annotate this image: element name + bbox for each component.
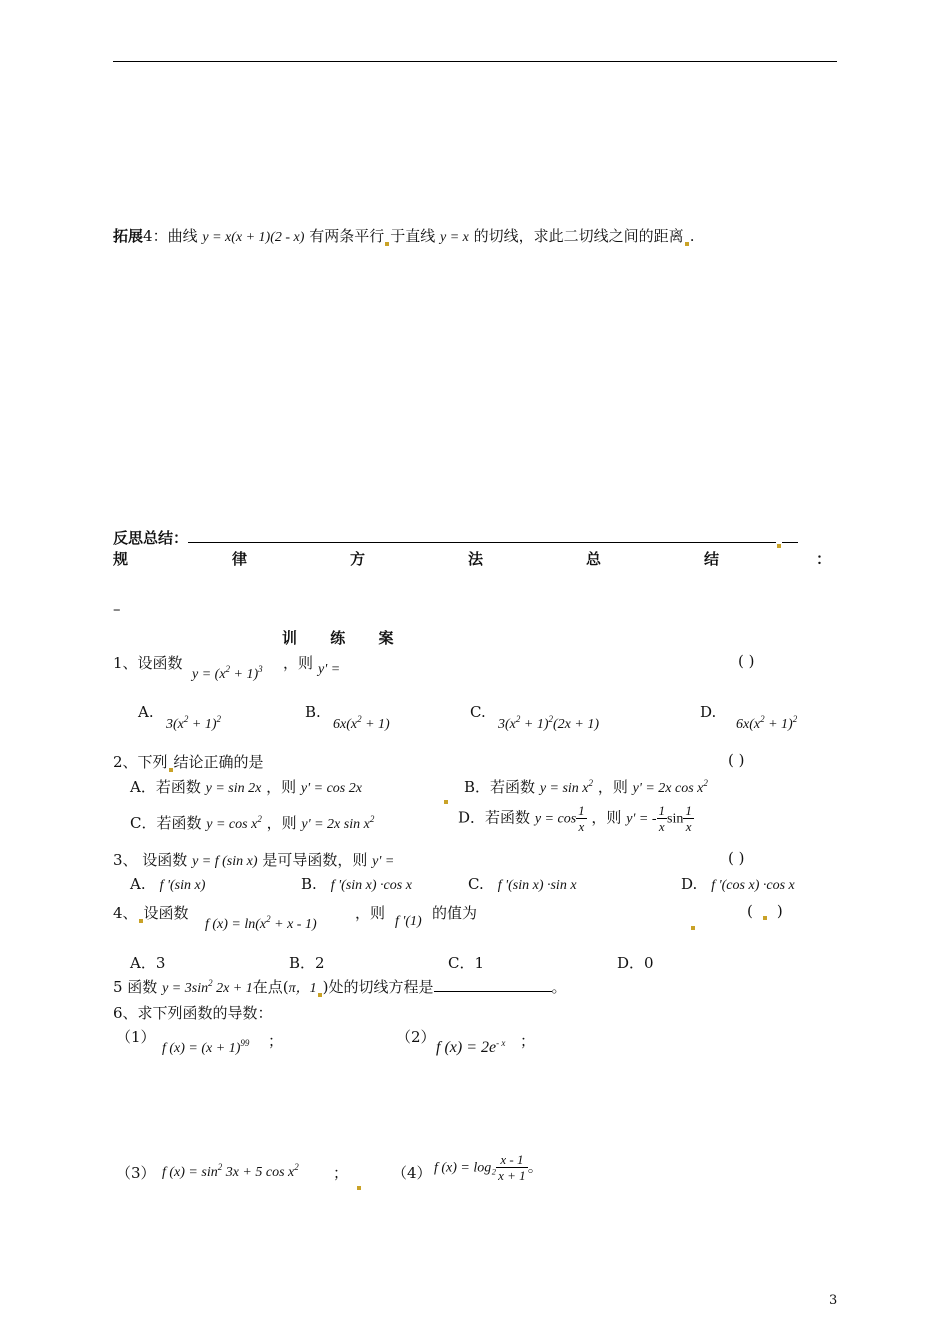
opt-label: A．若函数 xyxy=(130,778,201,796)
opt-deriv: y' = 2x $\sin x^2$ xyxy=(301,814,375,832)
marker-dot xyxy=(139,919,143,923)
opt-label: A. xyxy=(138,703,154,721)
q6-stem: 6、求下列函数的导数： xyxy=(113,1004,273,1022)
frac xyxy=(657,803,668,834)
opt-deriv: y' = 2x $\cos x^2$ xyxy=(632,778,708,796)
opt-expr: f '(cos x) ·cos x xyxy=(711,878,795,893)
q6-part4-expr xyxy=(434,1152,543,1183)
q5-answer-blank[interactable] xyxy=(434,977,552,992)
frac-num: 1 xyxy=(578,803,585,818)
q1-option-d-expr: $6x(x^2 + 1)^2$ xyxy=(736,714,798,732)
q2-text: 2、下列 xyxy=(113,753,168,771)
rules-char: 法 xyxy=(468,550,484,568)
q4-dot xyxy=(690,912,696,930)
opt-val: 1 xyxy=(474,954,485,972)
q5-end: 。 xyxy=(551,978,567,996)
q6-part2-label: （2） xyxy=(396,1028,436,1046)
opt-val: 0 xyxy=(644,954,654,972)
q3-option-d[interactable] xyxy=(681,875,795,894)
opt-val: 3 xyxy=(155,954,166,972)
opt-label: C． xyxy=(448,954,475,972)
marker-dot xyxy=(385,242,389,246)
marker-dot xyxy=(685,242,689,246)
q4-func: f $(x) = \ln(x^2 + x - 1)$ xyxy=(205,914,317,932)
ext-mid2: 于直线 xyxy=(390,227,436,245)
opt-label: A. xyxy=(130,875,146,893)
q5-tail: )处的切线方程是 xyxy=(322,978,434,996)
line-eq: y = x xyxy=(440,230,469,245)
q5-line xyxy=(113,976,567,997)
q1-then: ，则 xyxy=(283,654,314,672)
rules-summary xyxy=(0,548,950,568)
q3-option-a[interactable] xyxy=(130,875,205,894)
opt-label: B. xyxy=(301,875,317,893)
q5-text: 5 函数 xyxy=(113,978,158,996)
rules-char: ： xyxy=(816,550,832,568)
q6-part3-end: ； xyxy=(333,1164,349,1182)
q1-answer-paren[interactable]: ( ) xyxy=(738,652,755,670)
frac-den: x xyxy=(578,819,585,834)
q4-text2: 设函数 xyxy=(143,904,189,922)
ext-tail: 的切线，求此二切线之间的距离 xyxy=(473,227,684,245)
q1-deriv: y' = xyxy=(318,662,341,677)
opt-expr: f '(sin x) ·sin x xyxy=(497,878,577,893)
q3-stem xyxy=(113,849,394,870)
title-char: 练 xyxy=(330,629,346,647)
opt-label: D．若函数 xyxy=(458,808,531,827)
opt-func: $y = \sin x^2$ xyxy=(539,778,594,796)
frac xyxy=(683,803,694,834)
title-char: 训 xyxy=(282,629,298,647)
q4-tail: 的值为 xyxy=(432,904,478,922)
page-number: 3 xyxy=(829,1293,838,1308)
q5-mid: 在点( xyxy=(252,978,289,996)
q6-part2-expr: f $(x) = 2e^{- x}$ xyxy=(436,1038,506,1056)
q2-option-d[interactable] xyxy=(458,803,694,834)
q4-option-b[interactable] xyxy=(289,952,325,973)
frac-num: 1 xyxy=(685,803,692,818)
opt-func: y = cos xyxy=(534,811,577,827)
opt-func: y = sin 2x xyxy=(205,781,262,796)
marker-dot xyxy=(318,993,322,997)
frac xyxy=(496,1152,528,1183)
opt-sin: sin xyxy=(667,811,684,827)
marker-dot xyxy=(763,916,767,920)
q3-deriv: y' = xyxy=(372,854,395,869)
q6-part3-expr: f $(x) = \sin^2 3x + 5$ $\cos x^2$ xyxy=(162,1162,299,1180)
curve-eq: y = x(x + 1)(2 - x) xyxy=(202,230,305,245)
q6-part4-end: 。 xyxy=(527,1157,543,1176)
q1-option-b-expr: $6x(x^2 + 1)$ xyxy=(333,714,390,732)
rules-char: 结 xyxy=(704,550,720,568)
q1-option-a-expr: $3(x^2 + 1)^2$ xyxy=(166,714,221,732)
q4-text: 4、 xyxy=(113,904,138,922)
log-expr: f (x) = log₂ xyxy=(434,1160,497,1176)
opt-label: C. xyxy=(470,703,486,721)
ext-mid1: 有两条平行 xyxy=(309,227,385,245)
frac-num: x - 1 xyxy=(496,1152,528,1168)
rules-char: 规 xyxy=(113,550,129,568)
q6-part1-expr: f $(x) = (x + 1)^{99}$ xyxy=(162,1038,250,1056)
reflection-line xyxy=(113,527,798,548)
frac-den: x xyxy=(685,819,692,834)
q6-part2-end: ； xyxy=(520,1032,536,1050)
q4-option-a[interactable] xyxy=(130,952,165,973)
ext-end: . xyxy=(689,227,695,245)
header-rule xyxy=(113,61,837,62)
q6-part1-end: ； xyxy=(268,1032,284,1050)
opt-then: ，则 xyxy=(597,778,628,796)
q2-text2: 结论正确的是 xyxy=(173,753,264,771)
opt-label: B． xyxy=(289,954,316,972)
opt-then: ，则 xyxy=(266,814,297,832)
q1-option-d[interactable] xyxy=(700,703,716,721)
paren-left: ( xyxy=(747,902,753,920)
opt-label: B．若函数 xyxy=(464,778,536,796)
ext-label: 拓展 xyxy=(113,227,144,245)
marker-dot xyxy=(444,800,448,804)
q4-option-d[interactable] xyxy=(617,952,654,973)
q1-text xyxy=(113,652,183,673)
frac-den: x xyxy=(658,819,665,834)
q1-func: $y = (x^2 + 1)^3$ xyxy=(192,664,263,682)
q3-option-c[interactable] xyxy=(468,875,577,894)
q3-answer-paren[interactable]: ( ) xyxy=(728,849,745,867)
opt-then: ，则 xyxy=(266,778,297,796)
opt-expr: f '(sin x) xyxy=(159,878,206,893)
reflect-blank-tail[interactable] xyxy=(782,528,798,543)
opt-expr: f '(sin x) ·cos x xyxy=(330,878,412,893)
q2-option-a[interactable] xyxy=(130,776,362,797)
q4-stem xyxy=(113,902,189,923)
extension-4 xyxy=(113,225,694,246)
q3-option-b[interactable] xyxy=(301,875,412,894)
q6-part1-label: （1） xyxy=(116,1028,156,1046)
q1-stem: 1、设函数 xyxy=(113,654,183,672)
opt-label: D． xyxy=(617,954,645,972)
opt-label: C．若函数 xyxy=(130,814,202,832)
q5-point: π，1 xyxy=(288,981,317,996)
rules-char: 方 xyxy=(350,550,366,568)
opt-label: B. xyxy=(305,703,321,721)
q4-at: f '(1) xyxy=(395,914,422,929)
rules-char: 总 xyxy=(586,550,602,568)
q4-then: ，则 xyxy=(355,904,386,922)
q3-func: y = f (sin x) xyxy=(192,854,258,869)
practice-title xyxy=(282,627,394,648)
rules-dash: – xyxy=(113,600,121,618)
q4-answer-paren[interactable] xyxy=(747,902,783,920)
q5-func: $y = 3\sin^2$ 2x + 1 xyxy=(162,978,253,996)
opt-deriv: y' = cos 2x xyxy=(300,781,362,796)
q1-option-a[interactable] xyxy=(138,703,154,721)
rules-char: 律 xyxy=(232,550,248,568)
q1-option-c-expr: $3(x^2 + 1)^2(2x + 1)$ xyxy=(498,714,599,732)
opt-label: C. xyxy=(468,875,484,893)
q1-option-c[interactable] xyxy=(470,703,486,721)
ext-pre: ：曲线 xyxy=(152,227,198,245)
opt-val: 2 xyxy=(315,954,325,972)
q6-part4-label: （4） xyxy=(392,1164,432,1182)
opt-then: ，则 xyxy=(591,808,622,827)
q2-option-c[interactable] xyxy=(130,812,374,833)
opt-deriv: y' = - xyxy=(626,811,657,827)
q6-dot xyxy=(356,1172,362,1190)
ext-num: 4 xyxy=(143,227,153,245)
frac-num: 1 xyxy=(658,803,666,818)
frac-den: x + 1 xyxy=(498,1168,526,1183)
opt-func: $y = \cos x^2$ xyxy=(206,814,262,832)
marker-dot xyxy=(169,768,173,772)
opt-label: A． xyxy=(130,954,156,972)
q1-option-b[interactable] xyxy=(305,703,321,721)
marker-dot xyxy=(691,926,695,930)
paren-right: ) xyxy=(776,902,783,920)
q3-mid: 是可导函数，则 xyxy=(262,851,368,869)
q2-answer-paren[interactable]: ( ) xyxy=(728,751,745,769)
q2-stem xyxy=(113,751,264,772)
marker-dot xyxy=(357,1186,361,1190)
q2-dot xyxy=(443,786,449,804)
q2-option-b[interactable] xyxy=(464,776,708,797)
q4-option-c[interactable] xyxy=(448,952,484,973)
q3-text: 3、 设函数 xyxy=(113,851,188,869)
reflect-label: 反思总结： xyxy=(113,529,189,547)
opt-label: D. xyxy=(681,875,698,893)
title-char: 案 xyxy=(378,629,394,647)
frac xyxy=(576,803,587,834)
reflect-blank[interactable] xyxy=(188,528,776,543)
opt-label: D. xyxy=(700,703,717,721)
q6-part3-label: （3） xyxy=(116,1164,156,1182)
